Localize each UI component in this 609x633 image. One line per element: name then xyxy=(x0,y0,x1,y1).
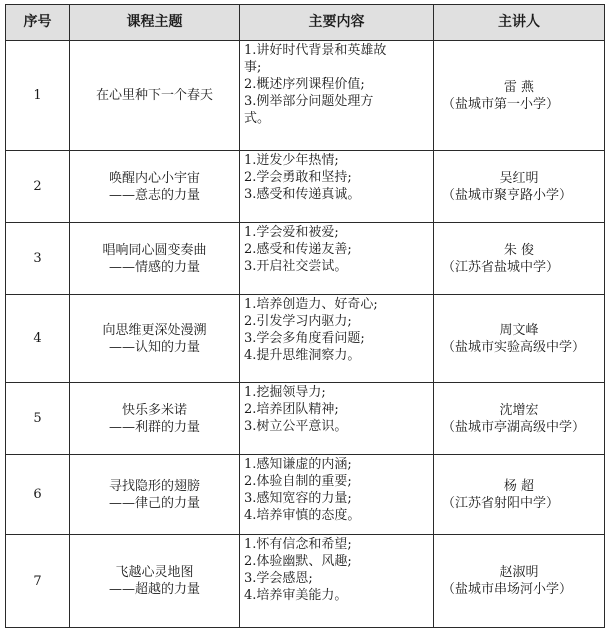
content-line: 1.感知谦虚的内涵; xyxy=(244,457,352,472)
main-content xyxy=(240,535,434,628)
topic-line: ——情感的力量 xyxy=(108,259,200,275)
speaker-organization: （江苏省盐城中学） xyxy=(442,259,560,275)
header-content: 主要内容 xyxy=(240,5,434,41)
speaker-cell xyxy=(434,223,605,295)
speaker-name: 沈增宏 xyxy=(499,402,539,418)
topic-line: ——超越的力量 xyxy=(108,582,200,597)
topic-line: 唱响同心圆变奏曲 xyxy=(102,242,207,258)
topic-line: ——律己的力量 xyxy=(108,495,200,511)
topic-line: 快乐多米诺 xyxy=(121,402,187,418)
header-row xyxy=(6,5,605,41)
topic-line: 唤醒内心小宇宙 xyxy=(108,170,200,186)
speaker-name: 周文峰 xyxy=(499,322,539,338)
speaker-cell xyxy=(434,151,605,223)
content-line: 2.培养团队精神; xyxy=(244,402,339,417)
topic-line: ——利群的力量 xyxy=(108,419,200,435)
speaker-cell xyxy=(434,295,605,383)
speaker-cell xyxy=(434,455,605,535)
speaker-name: 雷 燕 xyxy=(503,79,535,95)
speaker-cell xyxy=(434,41,605,151)
content-line: 3.感受和传递真诚。 xyxy=(244,187,361,202)
row-index: 4 xyxy=(6,295,70,383)
content-line: 2.体验自制的重要; xyxy=(244,474,352,489)
course-topic xyxy=(70,535,240,628)
course-topic xyxy=(70,455,240,535)
course-topic xyxy=(70,223,240,295)
topic-line: 寻找隐形的翅膀 xyxy=(108,478,200,494)
row-index: 3 xyxy=(6,223,70,295)
table-row xyxy=(6,41,605,151)
main-content xyxy=(240,383,434,455)
main-content xyxy=(240,223,434,295)
content-line: 3.学会感恩; xyxy=(244,571,313,586)
table-row xyxy=(6,455,605,535)
content-line: 3.开启社交尝试。 xyxy=(244,259,348,274)
main-content xyxy=(240,455,434,535)
table-row xyxy=(6,151,605,223)
content-line: 式。 xyxy=(244,111,271,126)
topic-line: ——认知的力量 xyxy=(108,339,200,355)
table-row xyxy=(6,383,605,455)
row-index: 1 xyxy=(6,41,70,151)
topic-line: 飞越心灵地图 xyxy=(115,565,194,580)
topic-line: 向思维更深处漫溯 xyxy=(102,322,207,338)
speaker-organization: （江苏省射阳中学） xyxy=(442,495,560,511)
speaker-name: 赵淑明 xyxy=(499,565,539,580)
content-line: 3.感知宽容的力量; xyxy=(244,491,352,506)
content-line: 1.挖掘领导力; xyxy=(244,385,326,400)
speaker-organization: （盐城市亭湖高级中学） xyxy=(442,419,586,435)
course-topic xyxy=(70,295,240,383)
content-line: 2.概述序列课程价值; xyxy=(244,77,365,92)
table-row xyxy=(6,295,605,383)
row-index: 5 xyxy=(6,383,70,455)
content-line: 事; xyxy=(244,60,262,75)
content-line: 4.提升思维洞察力。 xyxy=(244,348,361,363)
speaker-organization: （盐城市串场河小学） xyxy=(442,582,573,597)
main-content xyxy=(240,295,434,383)
course-topic xyxy=(70,41,240,151)
content-line: 1.迸发少年热情; xyxy=(244,153,339,168)
speaker-organization: （盐城市实验高级中学） xyxy=(442,339,586,355)
content-line: 2.引发学习内驱力; xyxy=(244,314,352,329)
speaker-name: 吴红明 xyxy=(499,170,539,186)
content-line: 2.体验幽默、风趣; xyxy=(244,554,352,569)
content-line: 1.怀有信念和希望; xyxy=(244,537,352,552)
speaker-cell xyxy=(434,535,605,628)
table-row xyxy=(6,223,605,295)
speaker-organization: （盐城市第一小学） xyxy=(442,96,560,112)
header-speaker: 主讲人 xyxy=(434,5,605,41)
speaker-name: 朱 俊 xyxy=(503,242,535,258)
content-line: 4.培养审慎的态度。 xyxy=(244,508,361,523)
content-line: 1.讲好时代背景和英雄故 xyxy=(244,43,387,58)
table-body xyxy=(6,41,605,628)
table-header xyxy=(6,5,605,41)
speaker-name: 杨 超 xyxy=(503,478,535,494)
topic-line: ——意志的力量 xyxy=(108,187,200,203)
header-topic: 课程主题 xyxy=(70,5,240,41)
speaker-cell xyxy=(434,383,605,455)
row-index: 7 xyxy=(6,535,70,628)
main-content xyxy=(240,151,434,223)
content-line: 3.学会多角度看问题; xyxy=(244,331,365,346)
course-table xyxy=(5,4,605,628)
table-row xyxy=(6,535,605,628)
content-line: 3.例举部分问题处理方 xyxy=(244,94,374,109)
speaker-organization: （盐城市聚亨路小学） xyxy=(442,187,573,203)
content-line: 1.培养创造力、好奇心; xyxy=(244,297,378,312)
course-topic xyxy=(70,383,240,455)
content-line: 2.学会勇敢和坚持; xyxy=(244,170,352,185)
topic-line: 在心里种下一个春天 xyxy=(95,88,213,103)
header-index: 序号 xyxy=(6,5,70,41)
content-line: 1.学会爱和被爱; xyxy=(244,225,339,240)
course-topic xyxy=(70,151,240,223)
content-line: 3.树立公平意识。 xyxy=(244,419,348,434)
row-index: 6 xyxy=(6,455,70,535)
main-content xyxy=(240,41,434,151)
content-line: 2.感受和传递友善; xyxy=(244,242,352,257)
row-index: 2 xyxy=(6,151,70,223)
content-line: 4.培养审美能力。 xyxy=(244,588,348,603)
